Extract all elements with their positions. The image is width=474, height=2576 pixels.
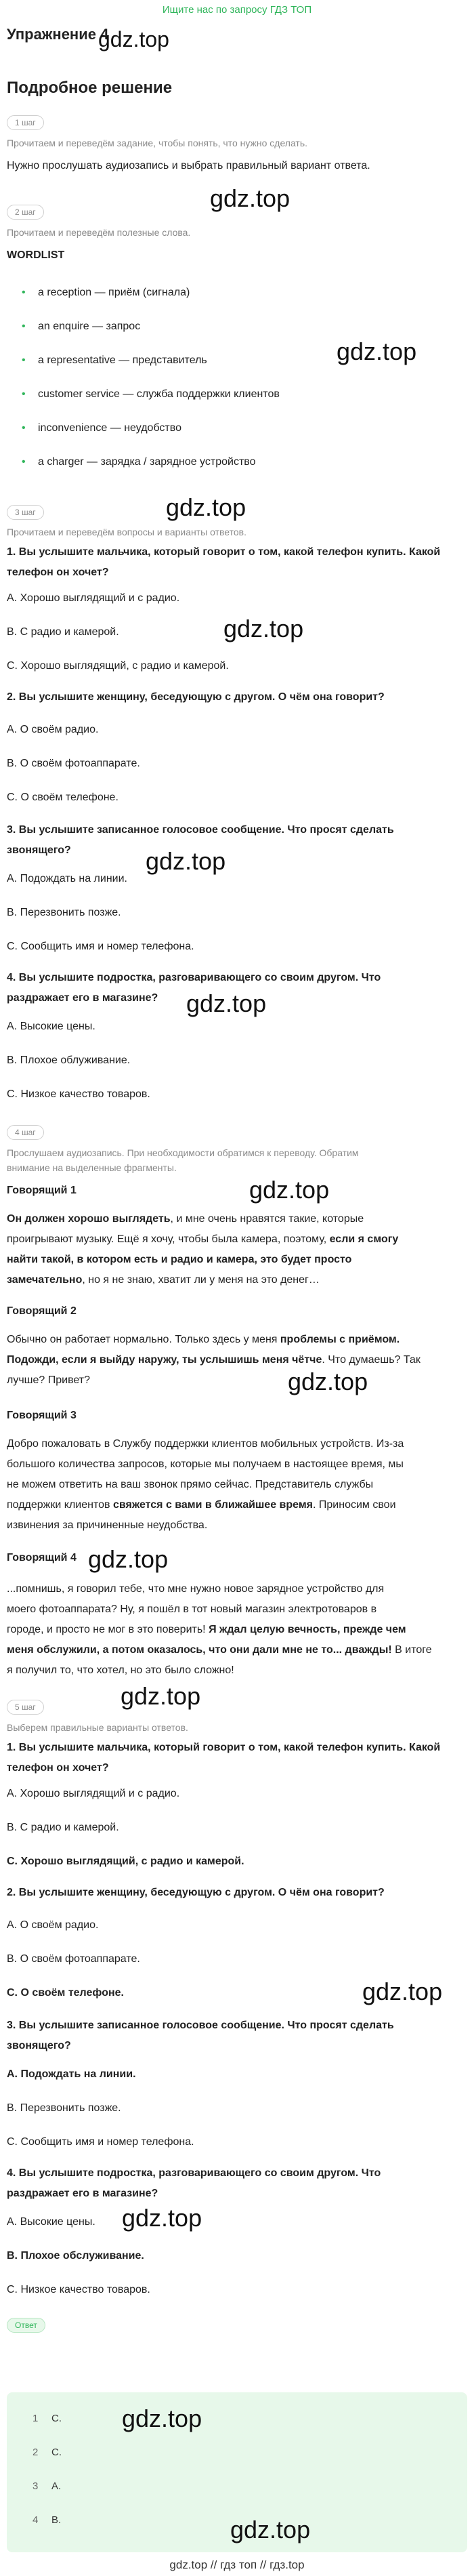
watermark: gdz.top bbox=[166, 493, 246, 521]
watermark: gdz.top bbox=[249, 1176, 330, 1204]
option: A. Подождать на линии. bbox=[7, 873, 127, 884]
option: C. О своём телефоне. bbox=[7, 792, 118, 803]
step-caption: внимание на выделенные фрагменты. bbox=[7, 1162, 177, 1173]
option-correct: A. Подождать на линии. bbox=[7, 2068, 136, 2080]
list-item: • an enquire — запрос bbox=[22, 321, 141, 332]
option-correct: B. Плохое обслуживание. bbox=[7, 2250, 144, 2262]
transcript-line: я получил то, что хотел, но это было сложно! bbox=[7, 1664, 234, 1676]
list-item: • a representative — представитель bbox=[22, 354, 207, 366]
step-caption: Прослушаем аудиозапись. При необходимости обратимся к переводу. Обратим bbox=[7, 1147, 359, 1158]
speaker-title: Говорящий 1 bbox=[7, 1185, 77, 1196]
question: раздражает его в магазине? bbox=[7, 2188, 158, 2199]
option: C. Сообщить имя и номер телефона. bbox=[7, 941, 194, 952]
transcript-line: ...помнишь, я говорил тебе, что мне нужно новое зарядное устройство для bbox=[7, 1583, 385, 1595]
watermark: gdz.top bbox=[98, 27, 169, 52]
option: A. О своём радио. bbox=[7, 1919, 99, 1931]
option: B. О своём фотоаппарате. bbox=[7, 1953, 140, 1965]
option: B. С радио и камерой. bbox=[7, 626, 119, 638]
question: 3. Вы услышите записанное голосовое сообщение. Что просят сделать bbox=[7, 2020, 394, 2031]
exercise-title: Упражнение 4 bbox=[7, 26, 109, 43]
watermark: gdz.top bbox=[146, 847, 226, 875]
transcript-line: меня обслужили, а потом оказалось, что они дали мне не то... дважды! В итоге bbox=[7, 1644, 432, 1656]
transcript-line: городе, и просто не мог в это поверить! Я ждал целую вечность, прежде чем bbox=[7, 1624, 406, 1635]
watermark: gdz.top bbox=[122, 2204, 202, 2232]
option-correct: C. О своём телефоне. bbox=[7, 1987, 124, 1999]
watermark: gdz.top bbox=[186, 989, 267, 1017]
option: A. Хорошо выглядящий и с радио. bbox=[7, 1788, 180, 1799]
option: B. О своём фотоаппарате. bbox=[7, 758, 140, 769]
watermark: gdz.top bbox=[337, 338, 417, 365]
step-text: Нужно прослушать аудиозапись и выбрать правильный вариант ответа. bbox=[7, 160, 370, 171]
wordlist-title: WORDLIST bbox=[7, 249, 65, 261]
solution-title: Подробное решение bbox=[7, 79, 173, 97]
transcript-line: Обычно он работает нормально. Только здесь у меня проблемы с приёмом. bbox=[7, 1334, 400, 1345]
answer-item: 3 A. bbox=[33, 2480, 62, 2492]
answer-badge: Ответ bbox=[7, 2318, 45, 2333]
transcript-line: Подожди, если я выйду наружу, ты услышишь меня чётче. Что думаешь? Так bbox=[7, 1354, 421, 1366]
question: 2. Вы услышите женщину, беседующую с другом. О чём она говорит? bbox=[7, 1887, 385, 1898]
step-badge: 1 шаг bbox=[7, 115, 44, 130]
watermark: gdz.top bbox=[223, 615, 304, 642]
list-item: • a reception — приём (сигнала) bbox=[22, 287, 190, 298]
question: звонящего? bbox=[7, 844, 71, 856]
option: C. Сообщить имя и номер телефона. bbox=[7, 2136, 194, 2148]
question: телефон он хочет? bbox=[7, 567, 109, 578]
transcript-line: Он должен хорошо выглядеть, и мне очень нравятся такие, которые bbox=[7, 1213, 364, 1225]
question: 1. Вы услышите мальчика, который говорит о том, какой телефон купить. Какой bbox=[7, 546, 441, 558]
option-correct: C. Хорошо выглядящий, с радио и камерой. bbox=[7, 1856, 244, 1867]
step-badge: 2 шаг bbox=[7, 205, 44, 220]
watermark: gdz.top bbox=[362, 1978, 443, 2005]
watermark: gdz.top bbox=[121, 1682, 201, 1710]
option: B. Плохое облуживание. bbox=[7, 1055, 131, 1066]
step-caption: Выберем правильные варианты ответов. bbox=[7, 1722, 188, 1733]
list-item: • inconvenience — неудобство bbox=[22, 422, 181, 434]
transcript-line: большого количества запросов, которые мы получаем в настоящее время, мы bbox=[7, 1458, 404, 1470]
question: 1. Вы услышите мальчика, который говорит о том, какой телефон купить. Какой bbox=[7, 1742, 441, 1753]
search-banner[interactable]: Ищите нас по запросу ГДЗ ТОП bbox=[162, 4, 312, 16]
transcript-line: найти такой, в котором есть и радио и камера, это будет просто bbox=[7, 1254, 352, 1265]
option: B. Перезвонить позже. bbox=[7, 907, 121, 918]
option: C. Хорошо выглядящий, с радио и камерой. bbox=[7, 660, 229, 672]
footer-watermark: gdz.top // гдз топ // гдз.top bbox=[169, 2558, 305, 2571]
transcript-line: замечательно, но я не знаю, хватит ли у меня на это денег… bbox=[7, 1274, 320, 1286]
watermark: gdz.top bbox=[230, 2516, 311, 2543]
watermark: gdz.top bbox=[288, 1368, 368, 1395]
question: телефон он хочет? bbox=[7, 1762, 109, 1774]
question: 4. Вы услышите подростка, разговаривающего со своим другом. Что bbox=[7, 972, 381, 983]
step-caption: Прочитаем и переведём вопросы и варианты ответов. bbox=[7, 527, 246, 537]
step-caption: Прочитаем и переведём полезные слова. bbox=[7, 227, 191, 238]
watermark: gdz.top bbox=[122, 2405, 202, 2432]
option: A. Высокие цены. bbox=[7, 1021, 95, 1032]
transcript-line: извинения за причиненные неудобства. bbox=[7, 1519, 208, 1531]
question: раздражает его в магазине? bbox=[7, 992, 158, 1004]
answer-item: 2 C. bbox=[33, 2447, 62, 2458]
option: A. О своём радио. bbox=[7, 724, 99, 735]
question: звонящего? bbox=[7, 2040, 71, 2051]
option: A. Высокие цены. bbox=[7, 2216, 95, 2228]
question: 4. Вы услышите подростка, разговаривающего со своим другом. Что bbox=[7, 2167, 381, 2179]
answer-item: 1 C. bbox=[33, 2413, 62, 2424]
transcript-line: поддержки клиентов свяжется с вами в ближайшее время. Приносим свои bbox=[7, 1499, 396, 1511]
step-badge: 4 шаг bbox=[7, 1125, 44, 1140]
step-badge: 5 шаг bbox=[7, 1700, 44, 1715]
speaker-title: Говорящий 4 bbox=[7, 1552, 77, 1563]
transcript-line: не можем ответить на ваш звонок прямо сейчас. Представитель службы bbox=[7, 1479, 374, 1490]
option: B. С радио и камерой. bbox=[7, 1822, 119, 1833]
transcript-line: лучше? Привет? bbox=[7, 1374, 90, 1386]
option: C. Низкое качество товаров. bbox=[7, 2284, 150, 2295]
answer-item: 4 B. bbox=[33, 2514, 62, 2526]
question: 2. Вы услышите женщину, беседующую с другом. О чём она говорит? bbox=[7, 691, 385, 703]
option: C. Низкое качество товаров. bbox=[7, 1088, 150, 1100]
option: A. Хорошо выглядящий и с радио. bbox=[7, 592, 180, 604]
transcript-line: Добро пожаловать в Службу поддержки клиентов мобильных устройств. Из-за bbox=[7, 1438, 404, 1450]
list-item: • customer service — служба поддержки клиентов bbox=[22, 388, 280, 400]
transcript-line: моего фотоаппарата? Ну, я пошёл в тот новый магазин электротоваров в bbox=[7, 1603, 377, 1615]
watermark: gdz.top bbox=[210, 184, 290, 212]
step-badge: 3 шаг bbox=[7, 505, 44, 520]
question: 3. Вы услышите записанное голосовое сообщение. Что просят сделать bbox=[7, 824, 394, 836]
speaker-title: Говорящий 3 bbox=[7, 1410, 77, 1421]
transcript-line: проигрывают музыку. Ещё я хочу, чтобы была камера, поэтому, если я смогу bbox=[7, 1233, 399, 1245]
speaker-title: Говорящий 2 bbox=[7, 1305, 77, 1317]
step-caption: Прочитаем и переведём задание, чтобы понять, что нужно сделать. bbox=[7, 138, 308, 148]
option: B. Перезвонить позже. bbox=[7, 2102, 121, 2114]
list-item: • a charger — зарядка / зарядное устройство bbox=[22, 456, 256, 468]
watermark: gdz.top bbox=[88, 1545, 169, 1573]
